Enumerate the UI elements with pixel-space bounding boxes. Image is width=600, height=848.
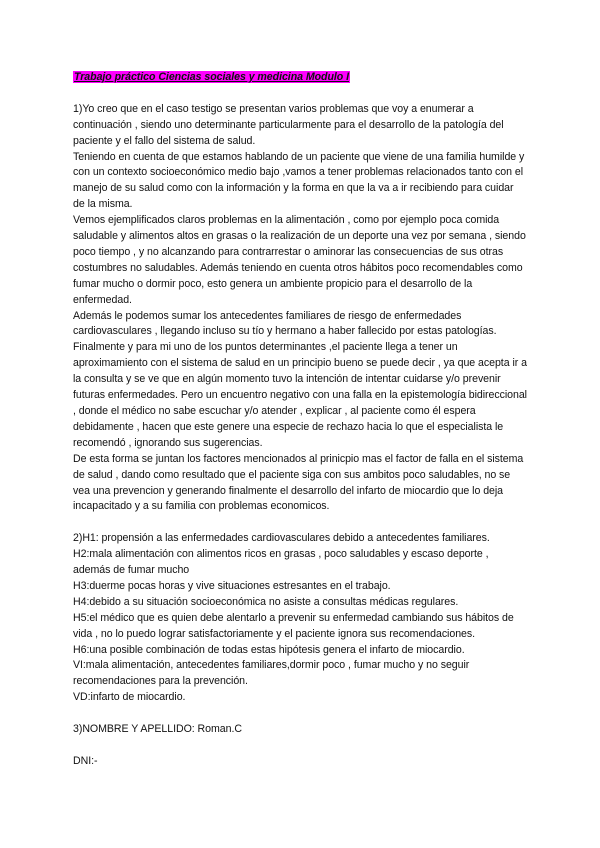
section-1-paragraph: Finalmente y para mi uno de los puntos determinantes ,el paciente llega a tener un aproximamiento con el sistema de salud en un principio bueno se puede decir , ya que acepta ir a la consulta y se ve que en algún momento tuvo la intención de intentar cuidarse y/o prevenir futuras enfermedades. Pero un encuentro negativo con una falla en la epistemología bidireccional , donde el médico no sabe escuchar y/o atender , explicar , al paciente como él espera debidamente , hacen que este genere una especie de rechazo hacia lo que el especialista le recomendó , ignorando sus sugerencias. [73, 341, 527, 449]
section-1-paragraph: 1)Yo creo que en el caso testigo se presentan varios problemas que voy a enumerar a continuación , siendo uno determinante particularmente para el desarrollo de la patología del paciente y el fallo del sistema de salud. [73, 102, 504, 147]
hypothesis-line: H3:duerme pocas horas y vive situaciones estresantes en el trabajo. [73, 579, 391, 592]
document-title: Trabajo práctico Ciencias sociales y medicina Modulo I [74, 71, 349, 83]
title-line [73, 70, 527, 86]
hypothesis-line: H5:el médico que es quien debe alentarlo a prevenir su enfermedad cambiando sus hábitos de vida , no lo puedo lograr satisfactoriamente y el paciente ignora sus recomendaciones. [73, 611, 514, 640]
section-3 [73, 722, 527, 770]
name-line: 3)NOMBRE Y APELLIDO: Roman.C [73, 723, 242, 736]
hypothesis-line: H2:mala alimentación con alimentos ricos en grasas , poco saludables y escaso deporte , además de fumar mucho [73, 548, 489, 577]
blank-line [73, 706, 527, 722]
dni-line: DNI:- [73, 754, 98, 767]
hypothesis-line: 2)H1: propensión a las enfermedades cardiovasculares debido a antecedentes familiares. [73, 532, 490, 545]
section-1-paragraph: Además le podemos sumar los antecedentes familiares de riesgo de enfermedades cardiovasculares , llegando incluso su tío y hermano a haber fallecido por estas patologías. [73, 309, 497, 338]
blank-line [73, 515, 527, 531]
variable-line: VI:mala alimentación, antecedentes familiares,dormir poco , fumar mucho y no seguir recomendaciones para la prevención. [73, 659, 470, 688]
section-1 [73, 102, 527, 516]
section-1-paragraph: Vemos ejemplificados claros problemas en la alimentación , como por ejemplo poca comida saludable y alimentos altos en grasas o la realización de un deporte una vez por semana , siendo poco tiempo , y no alcanzando para contrarrestar o aminorar las consecuencias de sus otras costumbres no saludables. Además teniendo en cuenta otros hábitos poco recomendables como fumar mucho o dormir poco, esto genera un ambiente propicio para el desarrollo de la enfermedad. [73, 214, 526, 306]
hypothesis-line: H4:debido a su situación socioeconómica no asiste a consultas médicas regulares. [73, 595, 459, 608]
document-body [73, 70, 527, 770]
hypothesis-line: H6:una posible combinación de todas estas hipótesis genera el infarto de miocardio. [73, 643, 465, 656]
section-1-paragraph: Teniendo en cuenta de que estamos hablando de un paciente que viene de una familia humilde y con un contexto socioeconómico medio bajo ,vamos a tener problemas relacionados tanto con el manejo de su salud como con la información y la forma en que la va a ir recibiendo para cuidar de la misma. [73, 150, 525, 211]
section-2 [73, 531, 527, 706]
section-1-paragraph: De esta forma se juntan los factores mencionados al prinicpio mas el factor de falla en el sistema de salud , dando como resultado que el paciente siga con sus ambitos poco saludables, no se vea una prevencion y generando finalmente el desarrollo del infarto de miocardio que lo deja incapacitado y a su familia con problemas economicos. [73, 452, 524, 513]
variable-line: VD:infarto de miocardio. [73, 691, 186, 704]
blank-line [73, 738, 527, 754]
